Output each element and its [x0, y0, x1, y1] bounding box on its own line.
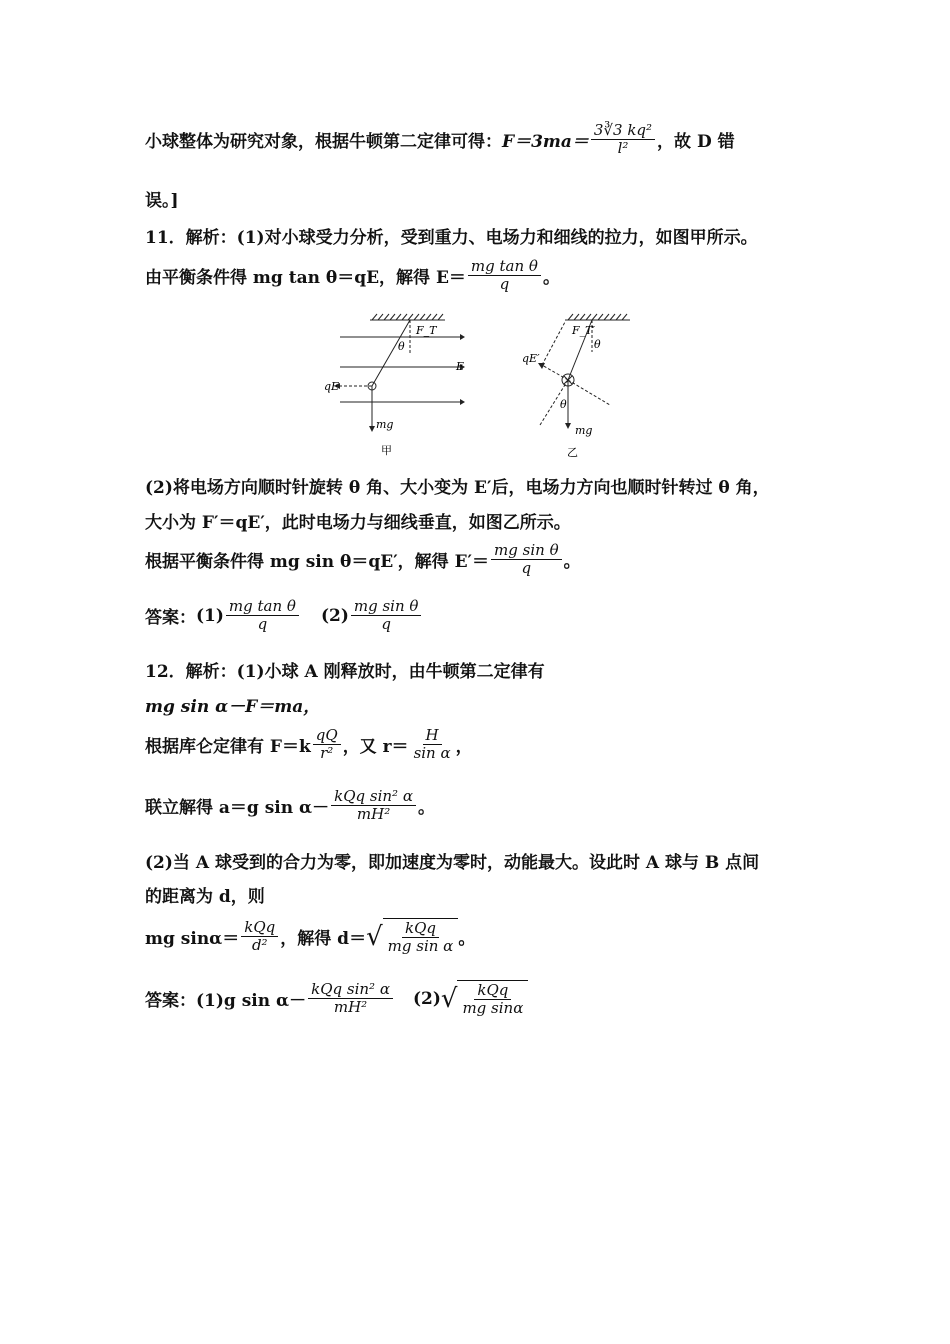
text-span: 大小为 F′＝qE′，此时电场力与细线垂直，如图乙所示。: [145, 513, 571, 533]
denominator: q: [257, 615, 268, 634]
text-line: [145, 692, 320, 717]
text-span: 11．解析：(1)对小球受力分析，受到重力、电场力和细线的拉力，如图甲所示。: [145, 228, 758, 248]
fraction: [468, 258, 541, 294]
text-line: [145, 542, 581, 578]
text-span: 联立解得 a＝g sin α－: [145, 798, 330, 819]
text-span: 由平衡条件得 mg tan θ＝qE，解得 E＝: [145, 268, 466, 289]
text-line: [145, 788, 435, 824]
numerator: qQ: [313, 727, 341, 745]
figure-caption: 甲: [381, 444, 392, 457]
fraction: [241, 919, 278, 955]
denominator: q: [521, 559, 532, 578]
text-span: ，解得 d＝: [280, 929, 367, 950]
question-11-head: [145, 223, 758, 248]
field-label: E: [456, 360, 465, 373]
numerator: kQq sin² α: [308, 981, 393, 999]
text-span: (2): [320, 605, 349, 626]
fraction: [226, 598, 299, 634]
fraction: [491, 542, 562, 578]
denominator: mH²: [356, 805, 391, 824]
denominator: r²: [320, 744, 334, 763]
text-line: [145, 258, 560, 294]
fraction: [459, 982, 526, 1018]
text-span: (2)当 A 球受到的合力为零，即加速度为零时，动能最大。设此时 A 球与 B 点间: [145, 853, 760, 873]
force-label: qE′: [522, 352, 540, 365]
gravity-label: mg: [575, 424, 593, 437]
text-span: 的距离为 d，则: [145, 887, 265, 907]
text-span: 。: [563, 552, 581, 573]
text-span: (1)g sin α－: [196, 991, 307, 1012]
text-line: [145, 473, 770, 498]
numerator: mg sin θ: [491, 542, 562, 560]
text-span: 。: [542, 268, 560, 289]
text-span: 小球整体为研究对象，根据牛顿第二定律可得：: [145, 132, 502, 153]
text-span: 根据库仑定律有 F＝k: [145, 737, 311, 758]
denominator: sin α: [413, 744, 451, 763]
text-span: ，又 r＝: [342, 737, 409, 758]
square-root: [366, 918, 458, 956]
denominator: q: [499, 275, 510, 294]
text-span: 根据平衡条件得 mg sin θ＝qE′，解得 E′＝: [145, 552, 490, 573]
numerator: H: [423, 727, 442, 745]
question-12-head: [145, 657, 545, 682]
force-label: qE: [324, 380, 340, 393]
text-span: 误。]: [145, 191, 179, 211]
square-root: [441, 980, 528, 1018]
numerator: mg tan θ: [226, 598, 299, 616]
denominator: d²: [251, 936, 268, 955]
figure-jia: [320, 310, 480, 460]
text-span: mg sinα＝: [145, 929, 240, 950]
gravity-label: mg: [376, 418, 394, 431]
numerator: mg sin θ: [351, 598, 422, 616]
denominator: mH²: [333, 998, 368, 1017]
answer-12: [145, 980, 528, 1018]
text-line: [145, 848, 759, 873]
text-line: [145, 918, 475, 956]
text-line: [145, 508, 571, 533]
angle-label: θ: [594, 338, 601, 351]
angle-label: θ: [398, 340, 405, 353]
numerator: mg tan θ: [468, 258, 541, 276]
numerator: kQq: [241, 919, 278, 937]
text-span: 。: [417, 798, 435, 819]
text-span: (2): [412, 988, 441, 1009]
fraction: [308, 981, 393, 1017]
text-line: [145, 882, 265, 907]
figure-caption: 乙: [567, 446, 578, 459]
fraction: [385, 920, 457, 956]
force-label: F_T: [416, 324, 437, 337]
text-line: [145, 727, 473, 763]
text-line: [145, 186, 179, 211]
numerator: 3∛3 kq²: [591, 122, 655, 140]
numerator: kQq sin² α: [331, 788, 416, 806]
answer-label: 答案：: [145, 991, 196, 1012]
figure-yi: [520, 310, 640, 460]
radical-icon: √: [366, 921, 383, 952]
text-span: 12．解析：(1)小球 A 刚释放时，由牛顿第二定律有: [145, 662, 545, 682]
fraction: [313, 727, 341, 763]
text-span: ，故 D 错: [657, 132, 735, 153]
numerator: kQq: [474, 982, 511, 1000]
equation: F＝3ma＝: [502, 132, 589, 153]
answer-11: [145, 598, 423, 634]
text-span: (1): [196, 605, 224, 626]
denominator: l²: [617, 139, 629, 158]
fraction: [351, 598, 422, 634]
text-span: (2)将电场方向顺时针旋转 θ 角、大小变为 E′后，电场力方向也顺时针转过 θ 角，: [145, 478, 770, 498]
denominator: q: [381, 615, 391, 634]
text-span: ，: [455, 737, 473, 758]
answer-label: 答案：: [145, 608, 196, 629]
fraction: [331, 788, 416, 824]
denominator: mg sinα: [462, 999, 524, 1018]
text-line: [145, 122, 735, 158]
text-span: 。: [458, 929, 476, 950]
denominator: mg sin α: [387, 937, 454, 956]
angle-label: θ: [560, 398, 567, 411]
radical-icon: √: [440, 983, 458, 1014]
fraction: [591, 122, 655, 158]
fraction: [411, 727, 454, 763]
text-span: mg sin α－F＝ma，: [145, 697, 321, 717]
numerator: kQq: [402, 920, 439, 938]
force-label: F_T′: [572, 324, 595, 337]
